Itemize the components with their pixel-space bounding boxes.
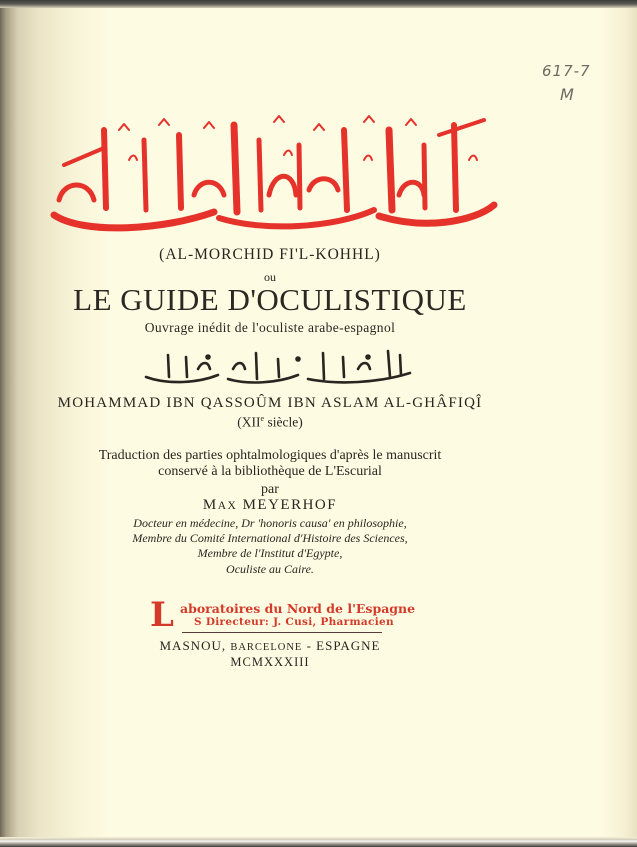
- place-region: BARCELONE: [230, 642, 303, 653]
- publisher-name: aboratoires du Nord de l'Espagne: [180, 601, 416, 616]
- scan-top-edge: [0, 0, 637, 8]
- publisher-rule: [182, 632, 382, 633]
- credential-line: Oculiste au Caire.: [226, 561, 314, 576]
- translator-first-rest: AX: [217, 500, 238, 512]
- credential-line: Docteur en médecine, Dr 'honoris causa' en philosophie,: [133, 516, 407, 530]
- place-city: MASNOU,: [159, 638, 227, 653]
- place-country: - ESPAGNE: [306, 638, 381, 653]
- publication-place: [0, 638, 540, 654]
- translator-name: [0, 497, 540, 514]
- translation-note: [0, 448, 540, 480]
- by-connector: par: [261, 482, 279, 497]
- pencil-mark-note: M: [560, 85, 575, 104]
- subtitle: Ouvrage inédit de l'oculiste arabe-espagnol: [144, 320, 396, 335]
- century: [0, 414, 540, 431]
- pencil-reference-note: 617-7: [542, 62, 591, 80]
- main-title: LE GUIDE D'OCULISTIQUE: [73, 282, 467, 317]
- translation-line-1: Traduction des parties ophtalmologiques d'après le manuscrit: [98, 448, 442, 463]
- publisher-director: S Directeur: J. Cusi, Pharmacien: [194, 616, 394, 628]
- translation-line-2: conservé à la bibliothèque de L'Escurial: [158, 464, 382, 479]
- credential-line: Membre de l'Institut d'Egypte,: [197, 546, 343, 561]
- arabic-calligraphy-title: [44, 100, 500, 235]
- scan-bottom-edge: [0, 837, 637, 847]
- translator-credentials: [0, 516, 540, 577]
- calligraphy-icon: [44, 100, 500, 235]
- publication-year: MCMXXXIII: [230, 655, 310, 669]
- or-connector: ou: [264, 270, 276, 284]
- translator-last-name: MEYERHOF: [242, 497, 338, 513]
- century-prefix: (XII: [237, 414, 261, 430]
- title-transliteration: (AL-MORCHID FI'L-KOHHL): [159, 246, 381, 263]
- century-ordinal: e: [260, 414, 265, 423]
- author-name: MOHAMMAD IBN QASSOÛM IBN ASLAM AL-GHÂFIQÎ: [57, 395, 483, 411]
- arabic-author-name: [138, 347, 418, 389]
- credential-line: Membre du Comité International d'Histoire des Sciences,: [132, 531, 408, 546]
- century-suffix: siècle): [264, 414, 303, 430]
- publisher-imprint: [150, 595, 416, 635]
- publisher-drop-initial: L: [150, 595, 174, 635]
- arabic-script-icon: [138, 347, 418, 389]
- translator-first-initial: M: [202, 497, 218, 513]
